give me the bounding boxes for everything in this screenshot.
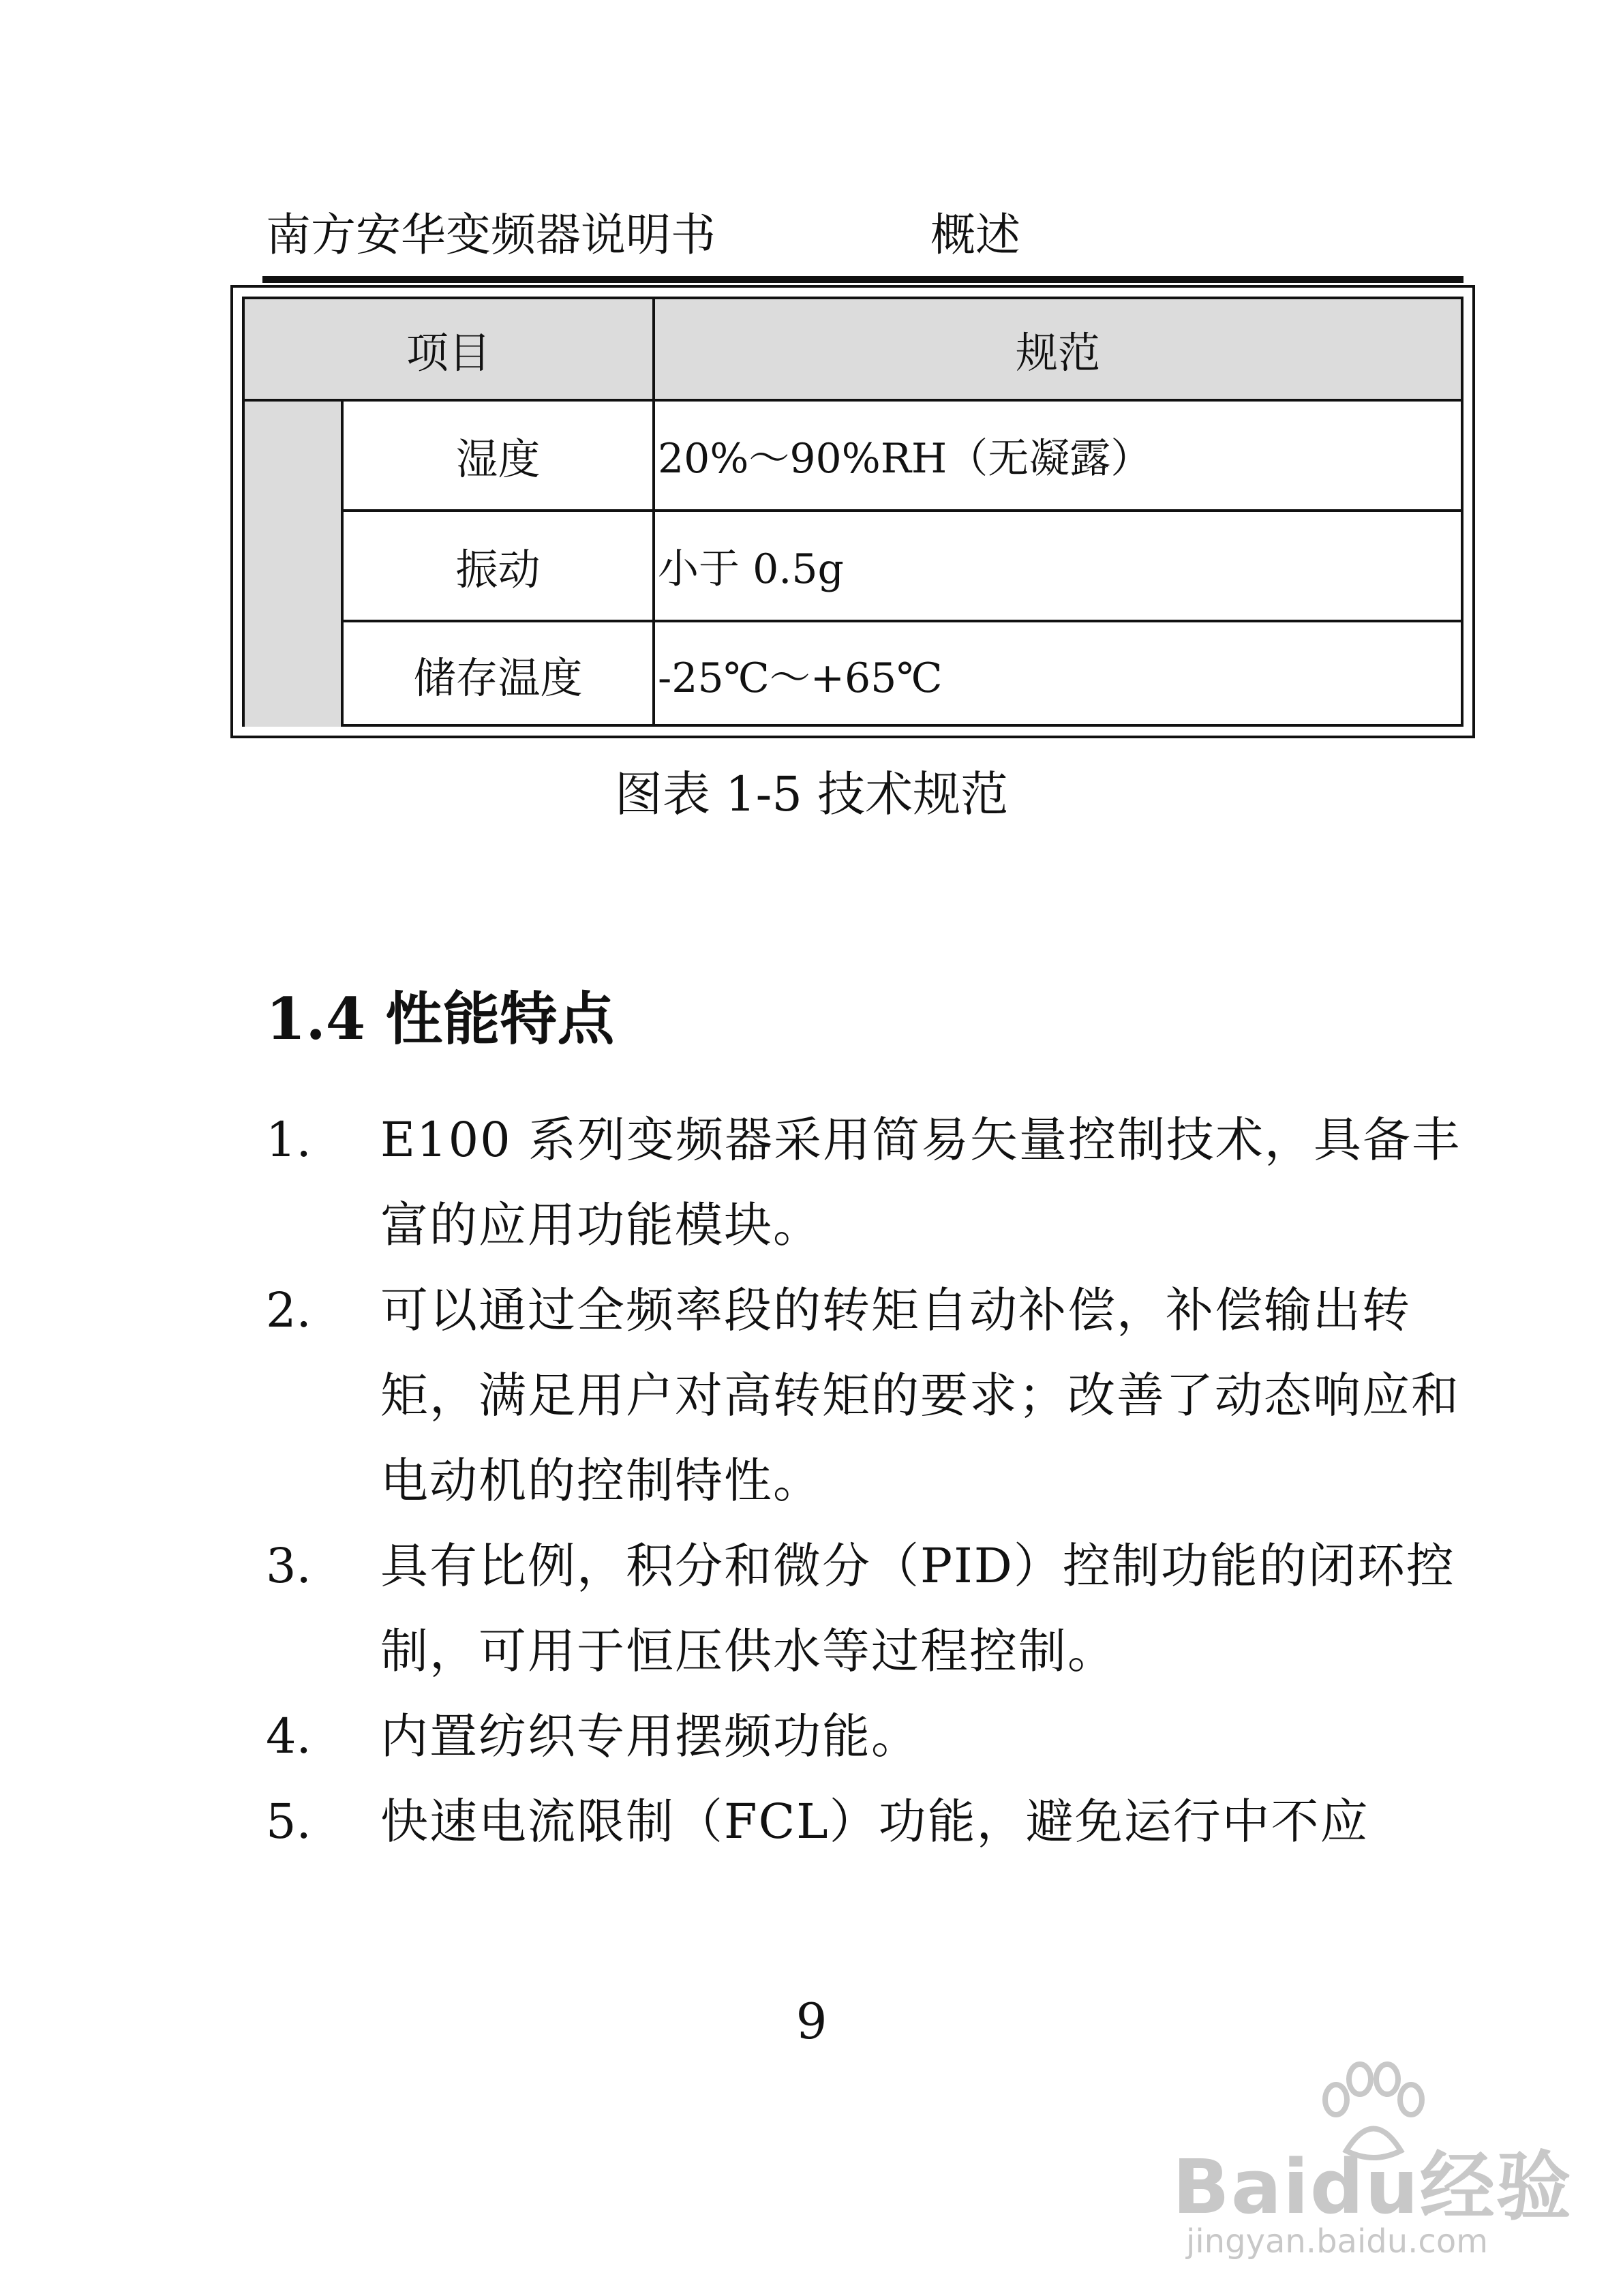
row-value: 小于 0.5g xyxy=(652,512,1461,620)
table-row xyxy=(344,622,1461,727)
table-header-row xyxy=(245,299,1461,402)
list-item xyxy=(266,1779,1493,1864)
list-text: 快速电流限制（FCL）功能，避免运行中不应 xyxy=(380,1794,1369,1849)
watermark-brand: Baidu经验 xyxy=(1172,2143,1573,2231)
list-text: 可以通过全频率段的转矩自动补偿，补偿输出转矩，满足用户对高转矩的要求；改善了动态响应和电动机的控制特性。 xyxy=(380,1282,1460,1509)
list-number: 3. xyxy=(266,1538,312,1594)
row-value: 20%～90%RH（无凝露） xyxy=(652,402,1461,509)
feature-list xyxy=(266,1098,1493,1864)
row-name: 振动 xyxy=(455,544,541,594)
list-text: 具有比例，积分和微分（PID）控制功能的闭环控制，可用于恒压供水等过程控制。 xyxy=(380,1538,1455,1679)
list-number: 4. xyxy=(266,1708,312,1764)
list-item xyxy=(266,1694,1493,1779)
baidu-watermark xyxy=(1172,2059,1595,2263)
list-text: E100 系列变频器采用简易矢量控制技术，具备丰富的应用功能模块。 xyxy=(380,1112,1461,1253)
watermark-url: jingyan.baidu.com xyxy=(1186,2222,1488,2261)
row-value: -25℃～+65℃ xyxy=(652,622,1461,727)
list-number: 2. xyxy=(266,1282,312,1338)
table-group-cell xyxy=(245,402,344,727)
document-title: 南方安华变频器说明书 xyxy=(266,209,716,261)
list-item xyxy=(266,1268,1493,1524)
list-item xyxy=(266,1524,1493,1694)
list-text: 内置纺织专用摆频功能。 xyxy=(380,1708,920,1764)
chapter-name: 概述 xyxy=(930,209,1020,261)
list-number: 5. xyxy=(266,1794,312,1849)
spec-table-inner xyxy=(242,297,1463,727)
table-row xyxy=(344,402,1461,512)
spec-table xyxy=(230,285,1475,738)
section-heading: 1.4 性能特点 xyxy=(266,985,615,1053)
table-row xyxy=(344,512,1461,622)
page-number: 9 xyxy=(795,1993,828,2050)
list-item xyxy=(266,1098,1493,1268)
row-name: 湿度 xyxy=(455,434,541,484)
table-header-spec: 规范 xyxy=(652,299,1461,399)
table-caption: 图表 1-5 技术规范 xyxy=(614,766,1009,822)
list-number: 1. xyxy=(266,1112,312,1168)
row-name: 储存温度 xyxy=(413,653,583,703)
table-header-item: 项目 xyxy=(406,327,491,378)
header-rule xyxy=(262,276,1463,283)
